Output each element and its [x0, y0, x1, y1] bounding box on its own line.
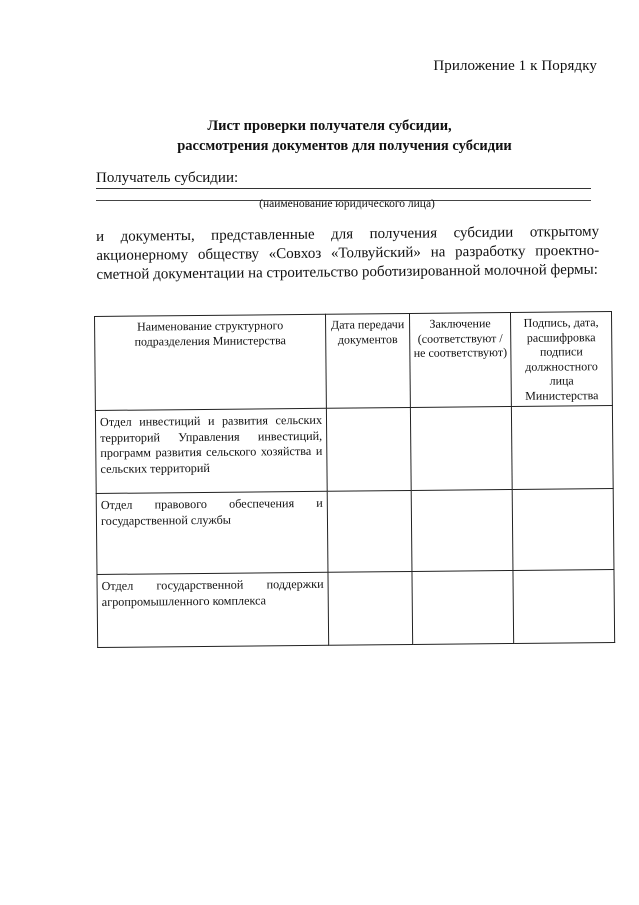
header-date: Дата передачи документов: [325, 313, 410, 408]
signature-cell: [513, 570, 615, 644]
department-name: Отдел инвестиций и развития сельских территорий Управления инвестиций, программ развития сельского хозяйства и сельских территорий: [95, 408, 327, 493]
review-table: [94, 311, 615, 648]
table-header-row: [95, 312, 613, 411]
document-title: [0, 116, 639, 156]
header-conclusion: Заключение (соответствуют / не соответствуют): [409, 313, 511, 408]
department-name: Отдел государственной поддержки агропромышленного комплекса: [97, 572, 329, 647]
signature-cell: [512, 489, 614, 571]
appendix-reference: Приложение 1 к Порядку: [433, 58, 597, 74]
date-cell: [326, 407, 411, 491]
conclusion-cell: [412, 570, 514, 644]
conclusion-cell: [411, 489, 513, 571]
signature-cell: [511, 406, 613, 490]
header-department: Наименование структурного подразделения Министерства: [95, 314, 327, 410]
table-row: [97, 570, 615, 648]
title-line-1: Лист проверки получателя субсидии,: [207, 118, 452, 134]
date-cell: [328, 571, 413, 645]
table-row: [96, 489, 614, 575]
conclusion-cell: [410, 406, 512, 490]
body-paragraph: и документы, представленные для получения субсидии открытому акционерному обществу «Совхоз «Толвуйский» на разработку проектно-сметной документации на строительство роботизированной молочной фермы:: [96, 223, 600, 283]
review-table-container: [94, 311, 615, 648]
recipient-label: Получатель субсидии:: [96, 170, 239, 186]
recipient-fill-line: [96, 188, 591, 189]
date-cell: [327, 490, 412, 572]
title-line-2: рассмотрения документов для получения субсидии: [177, 138, 512, 154]
table-row: [95, 406, 613, 494]
header-signature: Подпись, дата, расшифровка подписи должностного лица Министерства: [510, 312, 612, 407]
department-name: Отдел правового обеспечения и государственной службы: [96, 491, 328, 574]
recipient-hint: (наименование юридического лица): [259, 198, 435, 210]
